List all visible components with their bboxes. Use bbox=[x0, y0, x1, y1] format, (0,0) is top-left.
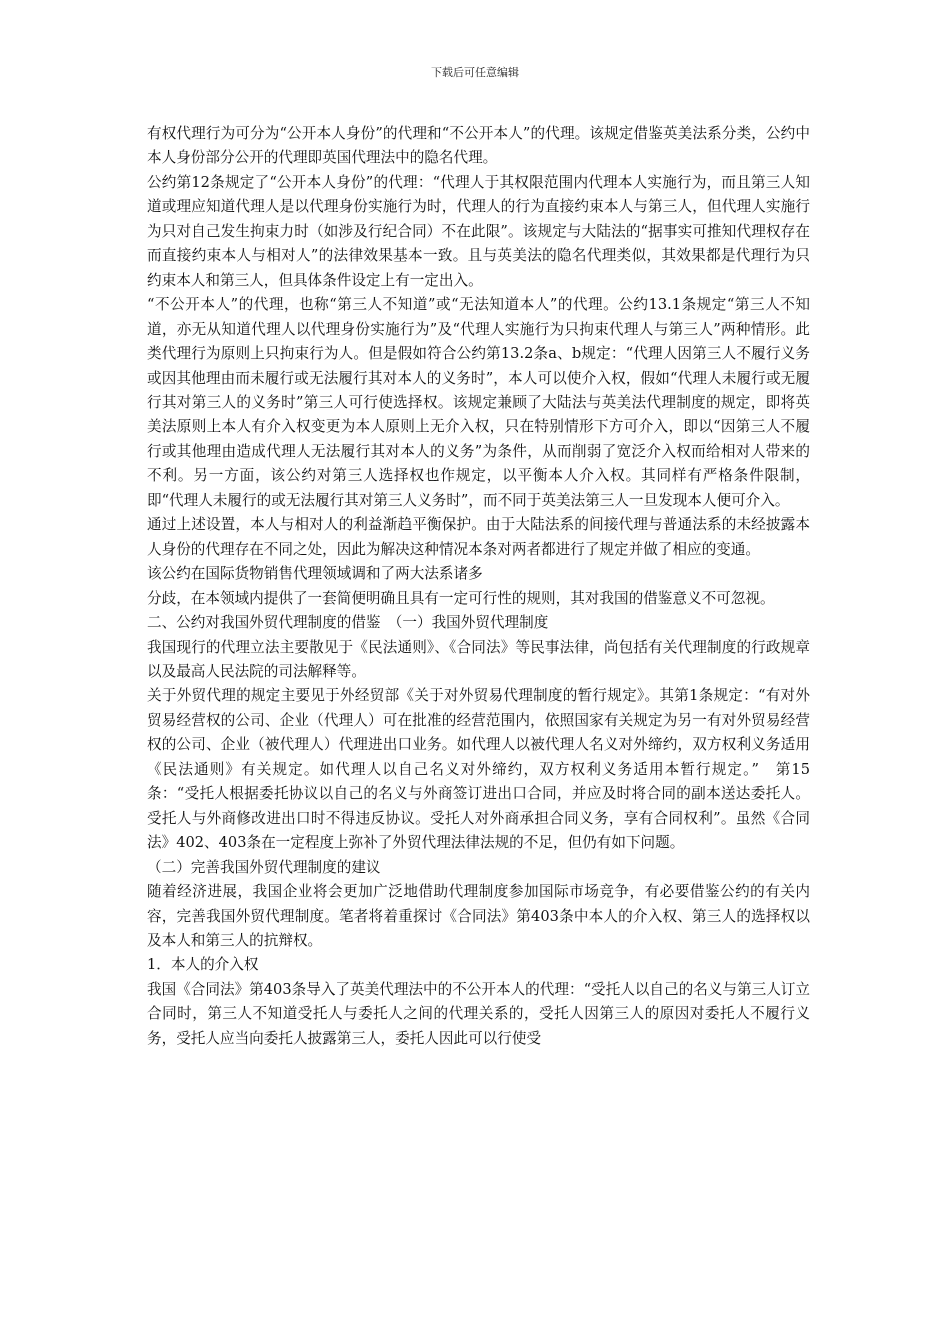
paragraph: “不公开本人”的代理，也称“第三人不知道”或“无法知道本人”的代理。公约13.1条规定“第三人不知道，亦无从知道代理人以代理身份实施行为”及“代理人实施行为只拘束代理人与第三人”两种情形。此类代理行为原则上只拘束行为人。但是假如符合公约第13.2条a、b规定：“代理人因第三人不履行义务或因其他理由而未履行或无法履行其对本人的义务时”，本人可以使介入权，假如“代理人未履行或无履行其对第三人的义务时”第三人可行使选择权。该规定兼顾了大陆法与英美法代理制度的规定，即将英美法原则上本人有介入权变更为本人原则上无介入权，只在特别情形下方可介入，即以“因第三人不履行或其他理由造成代理人无法履行其对本人的义务”为条件，从而削弱了宽泛介入权而给相对人带来的不利。另一方面，该公约对第三人选择权也作规定，以平衡本人介入权。其同样有严格条件限制，即“代理人未履行的或无法履行其对第三人义务时”，而不同于英美法第三人一旦发现本人便可介入。 bbox=[147, 296, 810, 509]
paragraph: 分歧，在本领域内提供了一套简便明确且具有一定可行性的规则，其对我国的借鉴意义不可忽视。 bbox=[147, 589, 775, 607]
section-heading: （二）完善我国外贸代理制度的建议 bbox=[147, 858, 381, 876]
section-heading: 1．本人的介入权 bbox=[147, 956, 259, 974]
paragraph: 有权代理行为可分为“公开本人身份”的代理和“不公开本人”的代理。该规定借鉴英美法系分类，公约中本人身份部分公开的代理即英国代理法中的隐名代理。 bbox=[147, 125, 810, 167]
paragraph: 该公约在国际货物销售代理领域调和了两大法系诸多 bbox=[147, 565, 483, 583]
paragraph: 随着经济进展，我国企业将会更加广泛地借助代理制度参加国际市场竞争，有必要借鉴公约的有关内容，完善我国外贸代理制度。笔者将着重探讨《合同法》第403条中本人的介入权、第三人的选择权以及本人和第三人的抗辩权。 bbox=[147, 883, 810, 949]
paragraph: 公约第12条规定了“公开本人身份”的代理：“代理人于其权限范围内代理本人实施行为，而且第三人知道或理应知道代理人是以代理身份实施行为时，代理人的行为直接约束本人与第三人，但代理人实施行为只对自己发生拘束力时（如涉及行纪合同）不在此限”。该规定与大陆法的“据事实可推知代理权存在而直接约束本人与相对人”的法律效果基本一致。且与英美法的隐名代理类似，其效果都是代理行为只约束本人和第三人，但具体条件设定上有一定出入。 bbox=[147, 173, 810, 289]
paragraph: 通过上述设置，本人与相对人的利益渐趋平衡保护。由于大陆法系的间接代理与普通法系的未经披露本人身份的代理存在不同之处，因此为解决这种情况本条对两者都进行了规定并做了相应的变通。 bbox=[147, 516, 810, 558]
paragraph: 我国《合同法》第403条导入了英美代理法中的不公开本人的代理：“受托人以自己的名义与第三人订立合同时，第三人不知道受托人与委托人之间的代理关系的，受托人因第三人的原因对委托人不履行义务，受托人应当向委托人披露第三人，委托人因此可以行使受 bbox=[147, 980, 810, 1047]
page-header: 下载后可任意编辑 bbox=[431, 66, 519, 79]
paragraph: 关于外贸代理的规定主要见于外经贸部《关于对外贸易代理制度的暂行规定》。其第1条规定：“有对外贸易经营权的公司、企业（代理人）可在批准的经营范围内，依照国家有关规定为另一有对外贸易经营权的公司、企业（被代理人）代理进出口业务。如代理人以被代理人名义对外缔约，双方权利义务适用《民法通则》有关规定。如代理人以自己名义对外缔约，双方权利义务适用本暂行规定。” 第15条：“受托人根据委托协议以自己的名义与外商签订进出口合同，并应及时将合同的副本送达委托人。受托人与外商修改进出口时不得违反协议。受托人对外商承担合同义务，享有合同权利”。虽然《合同法》402、403条在一定程度上弥补了外贸代理法律法规的不足，但仍有如下问题。 bbox=[147, 687, 810, 852]
paragraph: 我国现行的代理立法主要散见于《民法通则》、《合同法》等民事法律，尚包括有关代理制度的行政规章以及最高人民法院的司法解释等。 bbox=[147, 638, 810, 680]
section-heading: 二、公约对我国外贸代理制度的借鉴 （一）我国外贸代理制度 bbox=[147, 614, 549, 632]
document-body bbox=[147, 122, 810, 1051]
